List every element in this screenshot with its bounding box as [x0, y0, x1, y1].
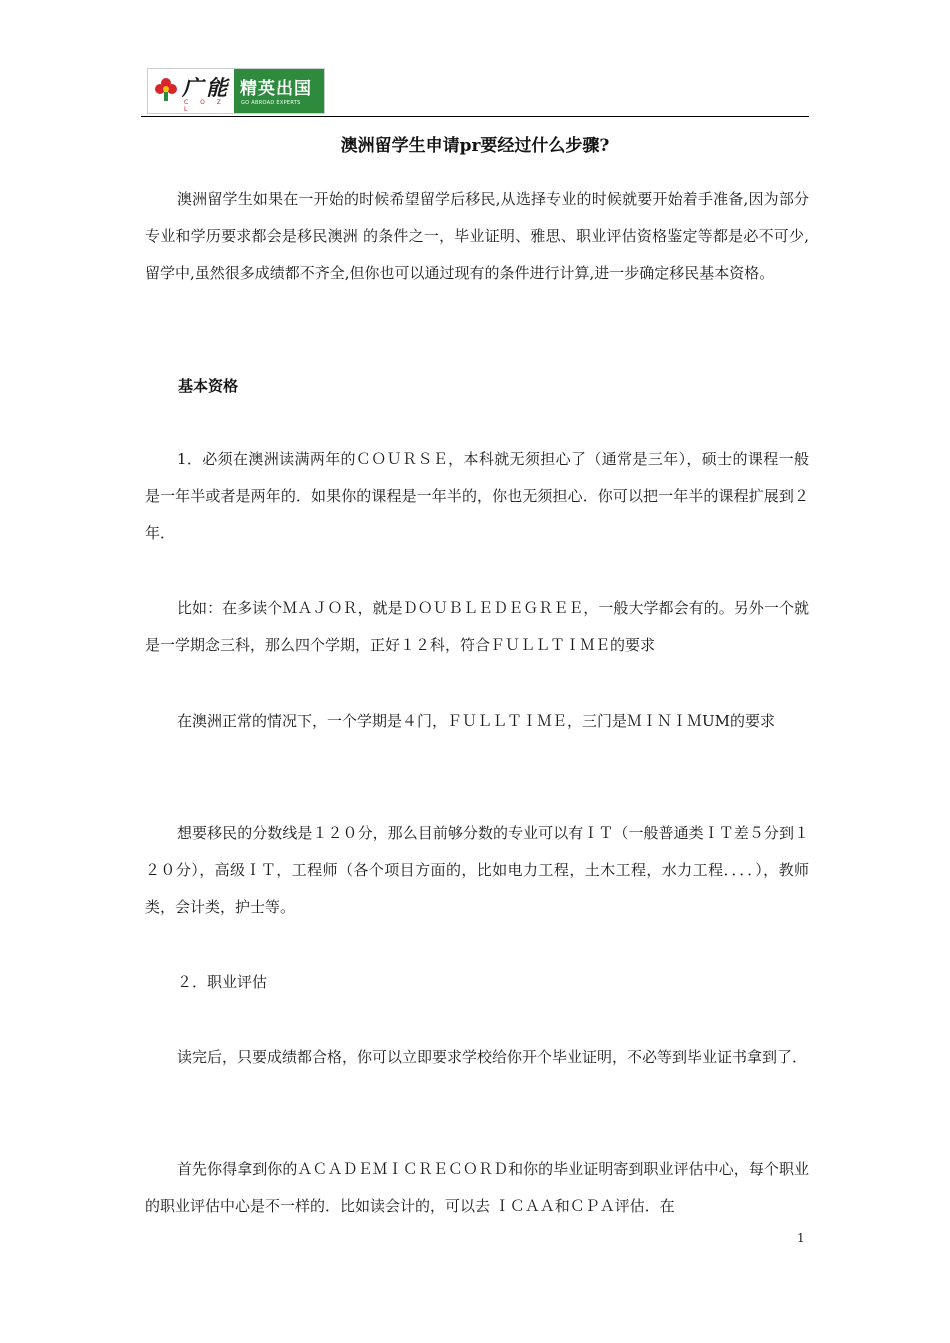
- paragraph-score: 想要移民的分数线是１２０分，那么目前够分数的专业可以有ＩＴ（一般普通类ＩＴ差５分到１２０分），高级ＩＴ，工程师（各个项目方面的，比如电力工程，土木工程，水力工程．．．．），教师类，会计类，护士等。: [145, 824, 809, 916]
- logo-subtext: C O Z L: [184, 99, 226, 113]
- flower-icon: [153, 76, 179, 102]
- intro-paragraph: 澳洲留学生如果在一开始的时候希望留学后移民,从选择专业的时候就要开始着手准备,因为部分专业和学历要求都会是移民澳洲 的条件之一，毕业证明、雅思、职业评估资格鉴定等都是必不可少,留学中,虽然很多成绩都不齐全,但你也可以通过现有的条件进行计算,进一步确定移民基本资格。: [145, 190, 809, 282]
- paragraph-requirement-1: 1．必须在澳洲读满两年的ＣＯＵＲＳＥ，本科就无须担心了（通常是三年），硕士的课程一般是一年半或者是两年的．如果你的课程是一年半的，你也无须担心．你可以把一年半的课程扩展到２年．: [145, 450, 809, 542]
- logo-slogan: 精英出国: [240, 79, 312, 99]
- paragraph-example: 比如：在多读个ＭＡＪＯＲ，就是ＤＯＵＢＬＥＤＥＧＲＥＥ，一般大学都会有的。另外一个就是一学期念三科，那么四个学期，正好１２科，符合ＦＵＬＬＴＩＭＥ的要求: [145, 599, 809, 654]
- document-title: 澳洲留学生申请pr要经过什么步骤?: [340, 136, 610, 156]
- logo-brand-text: 广 能: [182, 75, 226, 100]
- logo-brand-area: [148, 69, 234, 113]
- section-heading: 基本资格: [178, 377, 239, 395]
- paragraph-fulltime: 在澳洲正常的情况下，一个学期是４门，ＦＵＬＬＴＩＭＥ，三门是ＭＩＮＩＭUM的要求: [177, 712, 776, 730]
- company-logo: [147, 68, 325, 114]
- header-divider: [141, 116, 809, 117]
- logo-tagline: GO ABROAD EXPERTS: [241, 100, 301, 106]
- paragraph-heading-assessment: ２．职业评估: [177, 973, 268, 991]
- page-number: 1: [797, 1231, 805, 1245]
- paragraph-records: 首先你得拿到你的ＡＣＡＤＥＭＩＣＲＥＣＯＲＤ和你的毕业证明寄到职业评估中心，每个职业的职业评估中心是不一样的．比如读会计的，可以去 ＩＣＡＡ和ＣＰＡ评估．在: [145, 1160, 809, 1215]
- logo-slogan-area: [234, 69, 324, 113]
- paragraph-graduation: 读完后，只要成绩都合格，你可以立即要求学校给你开个毕业证明，不必等到毕业证书拿到了．: [177, 1048, 808, 1066]
